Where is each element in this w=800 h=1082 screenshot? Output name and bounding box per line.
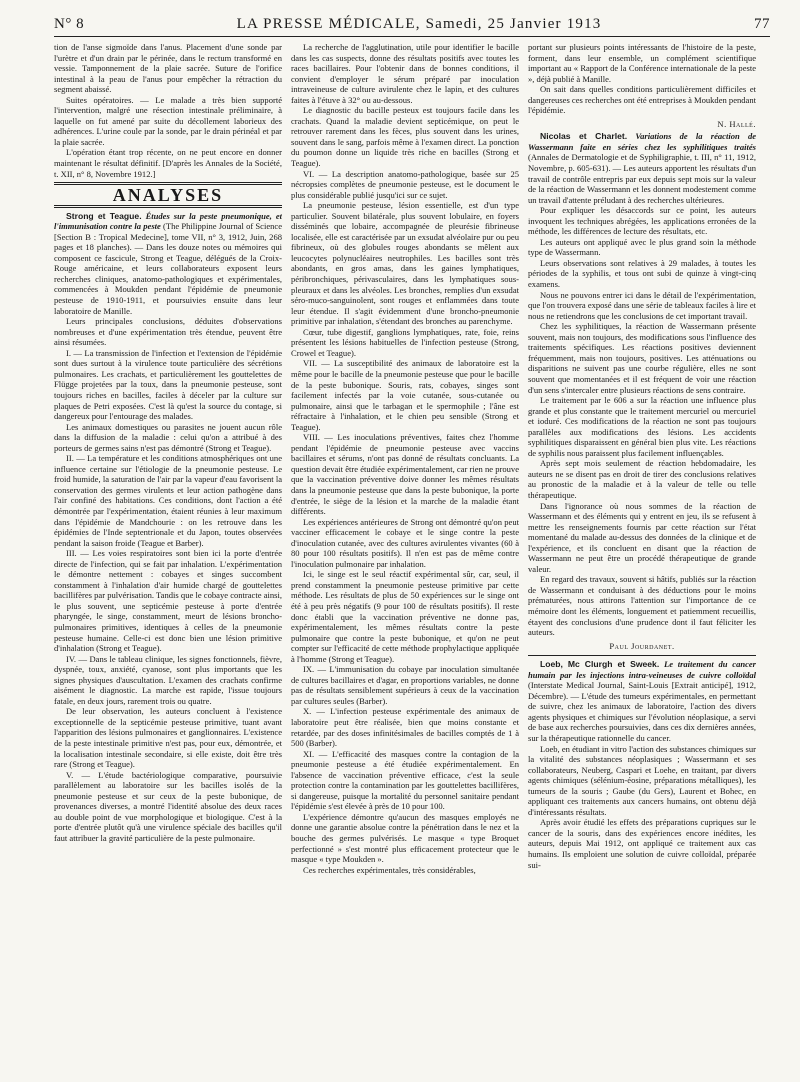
article-title: Le traitement du cancer humain par les injections intra-veineuses de cuivre colloïdal (528, 659, 756, 680)
paragraph: De leur observation, les auteurs concluent à l'existence exceptionnelle de la septicémie pesteuse primitive, tuant avant l'apparition des lésions pulmonaires et ganglionnaires. L'existence de la peste intestinale primitive n'est pas, pour eux, démontrée, et la localisation intestinale secondaire, si elle existe, doit être très rare (Strong et Teague). (54, 706, 282, 770)
paragraph: IV. — Dans le tableau clinique, les signes fonctionnels, fièvre, dyspnée, toux, anxiété, cyanose, sont plus importants que les signes physiques d'auscultation. L'examen des crachats confirme aisément le diagnostic. La marche est rapide, l'issue toujours fatale, en deux jours, rarement trois ou quatre. (54, 653, 282, 706)
running-header (54, 16, 770, 37)
paragraph: Leurs observations sont relatives à 29 malades, à toutes les périodes de la syphilis, et tous ont subi de quinze à vingt-cinq examens. (528, 257, 756, 290)
paragraph: Pour expliquer les désaccords sur ce point, les auteurs invoquent les techniques abrégées, les applications erronées de la méthode, les différences de lecture des résultats, etc. (528, 205, 756, 237)
paragraph: La pneumonie pesteuse, lésion essentielle, est d'un type particulier. Souvent bilatérale, plus souvent lobulaire, en foyers disséminés que lobaire, accompagnée de pleurésie fibrineuse localisée, elle est caractérisée par un exsudat alvéolaire pur ou peu fibrineux, où des globules rouges abondants se mêlent aux leucocytes polynucléaires neutrophiles. Les bacilles sont très abondants, en gros amas, dans les gaines lymphatiques, péribronchiques, périvasculaires, dans les lymphatiques sous-pleuraux et dans les alvéoles. Les bronches, remplies d'un exsudat séro-muco-sanguinolent, sont rouges et enflammées dans toute leur étendue. Il s'agit évidemment d'une broncho-pneumonie primitive par inhalation, s'étendant des bronches au parenchyme. (291, 200, 519, 327)
article-reference: (The Philippine Journal of Science [Section B : Tropical Medecine], tome VII, n° 3, 1912, Juin, 268 pages et 18 planches). — Dans les douze notes ou mémoires qui composent ce fascicule, Strong et Teague, délégués de la Croix-Rouge américaine, et leurs collaborateurs exposent leurs recherches cliniques, anatomo-pathologiques et expérimentales, commencées à Moukden pendant l'épidémie de pneumonie pesteuse de 1910-1911, et poursuivies ensuite dans leur laboratoire de Manille. (54, 221, 282, 316)
paragraph: X. — L'infection pesteuse expérimentale des animaux de laboratoire peut être réalisée, bien que moins constante et retardée, par des doses infinitésimales de bacilles comptés de 1 à 500 (Barber). (291, 706, 519, 749)
paragraph: Cœur, tube digestif, ganglions lymphatiques, rate, foie, reins présentent les lésions habituelles de l'infection pesteuse (Strong, Crowel et Teague). (291, 326, 519, 358)
article-1-heading (54, 211, 282, 316)
journal-title-date: LA PRESSE MÉDICALE, Samedi, 25 Janvier 1913 (236, 16, 602, 32)
paragraph: VII. — La susceptibilité des animaux de laboratoire est la même pour le bacille de la pneumonie pesteuse que pour le bacille de la peste bubonique. Souris, rats, cobayes, singes sont facilement infectés par la voie cutanée, sous-cutanée ou pulmonaire, ainsi que le tarbagan et le spermophile ; l'âne est réfractaire à l'inhalation, et le chien peu sensible (Strong et Teague). (291, 358, 519, 432)
paragraph: Les animaux domestiques ou parasites ne jouent aucun rôle dans la diffusion de la maladie : celui qu'on a attribué à des porteurs de germes sains n'est pas démontré (Strong et Teague). (54, 421, 282, 453)
page-number: 77 (754, 16, 770, 32)
paragraph: portant sur plusieurs points intéressants de l'histoire de la peste, forment, dans leur ensemble, un complément scientifique important au « Rapport de la Conférence internationale de la peste », déjà publié à Manille. (528, 42, 756, 84)
article-reference: (Annales de Dermatologie et de Syphiligraphie, t. III, n° 11, 1912, Novembre, p. 605-631). — Les auteurs apportent les résultats d'un travail de contrôle entrepris par eux depuis sept mois sur la valeur de la réaction de Wassermann et les donnent modestement comme un travail d'attente préludant à des recherches ultérieures. (528, 152, 756, 205)
article-author: Nicolas et Charlet. (540, 131, 628, 142)
divider (528, 655, 756, 656)
column-1 (54, 42, 282, 1082)
signature-jourdanet: Paul Jourdanet. (609, 640, 675, 651)
three-column-body (54, 42, 770, 1082)
paragraph: Leurs principales conclusions, déduites d'observations nombreuses et d'une expérimentation très étendue, peuvent être ainsi résumées. (54, 316, 282, 348)
paragraph: Le traitement par le 606 a sur la réaction une influence plus grande et plus constante que le traitement mercuriel ou mercuriel et ioduré. Ces modifications de la réaction ne sont pas toujours parallèles aux modifications des lésions. Les accidents syphilitiques disparaissent en général bien plus vite. Les réactions de syphilis nous paraissent plus facilement influençables. (528, 395, 756, 458)
paragraph: Suites opératoires. — Le malade a très bien supporté l'intervention, malgré une résection intestinale préliminaire, à laquelle on fut amené par suite du décollement laborieux des adhérences. L'urine coule par la sonde, par le drain périnéal et par la plaie sacrée. (54, 94, 282, 147)
article-author: Loeb, Mc Clurgh et Sweek. (540, 659, 660, 670)
paragraph: Loeb, en étudiant in vitro l'action des substances chimiques sur la vitalité des substances néoplasiques ; Wassermann et ses collaborateurs, Neuberg, Caspari et Loehe, en traitant, par divers agents chimiques (sélénium-éosine, préparations métalliques), les tumeurs de la souris ; Gaube (du Gers), Laurent et Bohec, en appliquant ces traitements aux cancers humains, ont obtenu déjà d'intéressants résultats. (528, 743, 756, 817)
article-3-heading (528, 659, 756, 743)
signature-halle: N. Hallé. (717, 118, 756, 129)
article-reference: (Interstate Medical Journal, Saint-Louis [Extrait anticipé], 1912, Décembre). — L'étude des tumeurs expérimentales, en permettant de suivre, chez les animaux de laboratoire, l'action des divers agents physiques et chimiques sur l'évolution néoplasique, a servi de base aux recherches poursuivies, dans ces dix dernières années, sur la thérapeutique rationnelle du cancer. (528, 680, 756, 743)
paragraph: VI. — La description anatomo-pathologique, basée sur 25 nécropsies complètes de pneumonie pesteuse, est le document le plus considérable publié jusqu'ici sur ce sujet. (291, 168, 519, 200)
paragraph: L'opération étant trop récente, on ne peut encore en donner maintenant le résultat définitif. [D'après les Annales de la Société, t. XII, n° 8, Novembre 1912.] (54, 147, 282, 179)
column-3 (528, 42, 756, 1082)
article-2-heading (528, 131, 756, 205)
paragraph: VIII. — Les inoculations préventives, faites chez l'homme pendant l'épidémie de pneumonie pesteuse avec vaccins bacillaires et sérums, n'ont pas donné de résultats concluants. La question devait être étudiée expérimentalement, car rien ne prouve que la vaccination préventive doive donner les mêmes résultats dans la pneumonie pesteuse que dans la peste bubonique, la porte d'entrée, le siège de la lésion et la marche de la maladie étant différents. (291, 432, 519, 517)
paragraph: En regard des travaux, souvent si hâtifs, publiés sur la réaction de Wassermann et conduisant à des déductions pour le moins prématurées, nous attirons l'attention sur l'importance de ce mémoire dont les éléments, longuement et patiemment recueillis, étayent des conclusions d'une prudence dont il faut féliciter les auteurs. (528, 574, 756, 638)
paragraph: XI. — L'efficacité des masques contre la contagion de la pneumonie pesteuse a été étudiée expérimentalement. En l'absence de vaccination préventive efficace, c'est la seule protection contre la contamination par les gouttelettes bacillifères, si dangereuse, puisque la mortalité du personnel sanitaire pendant l'épidémie s'est élevée à près de 10 pour 100. (291, 748, 519, 812)
article-title: Études sur la peste pneumonique, et l'immunisation contre la peste (54, 210, 282, 232)
paragraph: IX. — L'immunisation du cobaye par inoculation simultanée de cultures bacillaires et d'agar, en proportions variables, ne donne pas de résultats sensiblement supérieurs à ceux de la vaccination par cultures seules (Barber). (291, 664, 519, 706)
paragraph: Dans l'ignorance où nous sommes de la réaction de Wassermann et des éléments qui y entrent en jeu, ils se refusent à mettre les renseignements fournis par cette réaction sur l'état momentané du malade au-dessus des données de la clinique et de l'expérience, et ils concluent en disant que la réaction de Wassermann ne peut être un procédé thérapeutique de grande valeur. (528, 500, 756, 574)
divider (54, 205, 282, 208)
paragraph: Les expériences antérieures de Strong ont démontré qu'on peut vacciner efficacement le cobaye et le singe contre la peste d'inoculation cutanée, avec des cultures avirulentes vivantes (60 à 80 pour 100 résultats positifs). Il n'en est pas de même contre l'inoculation pulmonaire par inhalation. (291, 516, 519, 569)
paragraph: Ces recherches expérimentales, très considérables, (303, 864, 476, 875)
column-2 (291, 42, 519, 1082)
paragraph: Chez les syphilitiques, la réaction de Wassermann présente souvent, mais non toujours, des modifications sous l'influence des traitements spécifiques. Les réactions positives deviennent fréquemment, mais non toujours, positives. Les atténuations ou disparitions ne suivent pas une courbe régulière, elles ne sont souvent que momentanées et il est fréquent de voir une réaction d'un sens s'intercaler entre plusieurs réactions de sens contraire. (528, 321, 756, 395)
paragraph: Après avoir étudié les effets des préparations cupriques sur le cancer de la souris, dans des expériences encore inédites, les auteurs, depuis Mai 1912, ont appliqué ce traitement aux cas humains. Ils emploient une solution de cuivre colloïdal, préparée sui- (528, 817, 756, 870)
article-author: Strong et Teague. (66, 210, 142, 221)
paragraph: L'expérience démontre qu'aucun des masques employés ne donne une garantie absolue contre la pénétration dans le nez et la bouche des germes pulvérisés. Le masque « type Broquet perfectionné » s'est montré plus efficacement protecteur que le masque « type Moukden ». (291, 811, 519, 865)
issue-number: N° 8 (54, 16, 85, 32)
paragraph: Les auteurs ont appliqué avec le plus grand soin la méthode type de Wassermann. (528, 236, 756, 258)
paragraph: La recherche de l'agglutination, utile pour identifier le bacille dans les cas suspects, donne des résultats positifs avec toutes les races bacillaires. Pour l'obtenir dans de bonnes conditions, il convient d'employer le sérum préparé par inoculation intraveineuse de culture avirulente chez le lapin, et des cultures faites à l'étuve à 32° ou au-dessous. (291, 42, 519, 105)
paragraph: On sait dans quelles conditions particulièrement difficiles et dangereuses ces recherches ont été entreprises à Moukden pendant l'épidémie. (528, 84, 756, 116)
paragraph: Après sept mois seulement de réaction hebdomadaire, les auteurs ne se disent pas en droit de tirer des conclusions relatives au pronostic de la maladie et à la valeur de telle ou telle thérapeutique. (528, 458, 756, 500)
paragraph: tion de l'anse sigmoïde dans l'anus. Placement d'une sonde par l'urètre et d'un drain par le périnée, dans le rectum transformé en vessie. Tamponnement de la plaie sacrée. Suture de l'orifice intestinal à la peau de l'anus pour empêcher la rétraction du segment abaissé. (54, 42, 282, 95)
paragraph: Nous ne pouvons entrer ici dans le détail de l'expérimentation, que l'on trouvera exposé dans une série de tableaux faciles à lire et nous ne retiendrons que les conclusions de cet important travail. (528, 289, 756, 321)
paragraph: Le diagnostic du bacille pesteux est toujours facile dans les crachats. Quand la maladie devient septicémique, on peut le retrouver rarement dans les fèces, plus souvent dans les urines, souvent dans le sang, parfois même à l'examen direct. La ponction du poumon donne un liquide très riche en bacilles (Strong et Teague). (291, 105, 519, 169)
section-title: ANALYSES (112, 185, 224, 206)
paragraph: Ici, le singe est le seul réactif expérimental sûr, car, seul, il prend constamment la pneumonie pesteuse primitive par cette méthode. Les résultats de plus de 50 expériences sur le singe ont été à peu près négatifs (9 pour 100 de résultats positifs). Il reste donc établi que la vaccination préventive ne donne pas, expérimentalement, les mêmes résultats contre la peste pulmonaire que contre la peste bubonique, et qu'on ne peut compter sur l'efficacité de cette méthode prophylactique appliquée à l'homme (Strong et Teague). (291, 569, 519, 664)
article-title: Variations de la réaction de Wassermann faite en séries chez les syphilitiques traités (528, 131, 756, 152)
paragraph: II. — La température et les conditions atmosphériques ont une influence certaine sur l'étiologie de la pneumonie pesteuse. Le froid humide, la saturation de l'air par la vapeur d'eau favorisent la conservation des germes virulents et leur action pathogène dans l'air confiné des habitations. Ces conditions, dont l'action a été démontrée par l'expérimentation, étaient réunies à leur maximum dans l'épidémie de Mandchourie : on les retrouve dans les épidémies de l'Inde septentrionale et du Japon, toutes observées pendant la saison froide (Teague et Barber). (54, 453, 282, 548)
paragraph: V. — L'étude bactériologique comparative, poursuivie parallèlement au laboratoire sur les bacilles isolés de la pneumonie pesteuse et sur ceux de la peste bubonique, de provenances diverses, a montré l'identité absolue des deux races au double point de vue morphologique et biologique. C'est à la porte d'entrée plutôt qu'à une virulence spéciale des bacilles qu'il faut attribuer la gravité particulière de la peste pulmonaire. (54, 769, 282, 843)
paragraph: III. — Les voies respiratoires sont bien ici la porte d'entrée directe de l'infection, qui se fait par inhalation. L'expérimentation le démontre nettement : cobayes et singes succombent constamment à l'inhalation d'air humide chargé de gouttelettes bacillifères par pulvérisation. Tandis que le cobaye contracte ainsi, le plus souvent, une septicémie pesteuse à porte d'entrée pharyngée, le singe, constamment, meurt de lésions broncho-pulmonaires primitives, identiques à celles de la pneumonie pesteuse humaine. Celle-ci est donc bien une lésion primitive d'inhalation (Strong et Teague). (54, 548, 282, 654)
paragraph: I. — La transmission de l'infection et l'extension de l'épidémie sont dues surtout à la virulence toute particulière des sécrétions pulmonaires. Les crachats, et particulièrement les gouttelettes de Flügge projetées par la toux, dans la pneumonie pesteuse, sont toujours riches en bacilles, faciles à déceler par la culture sur plaques de Petri exposées. C'est là qu'est la source du contage, si dangereux pour l'entourage des malades. (54, 347, 282, 422)
